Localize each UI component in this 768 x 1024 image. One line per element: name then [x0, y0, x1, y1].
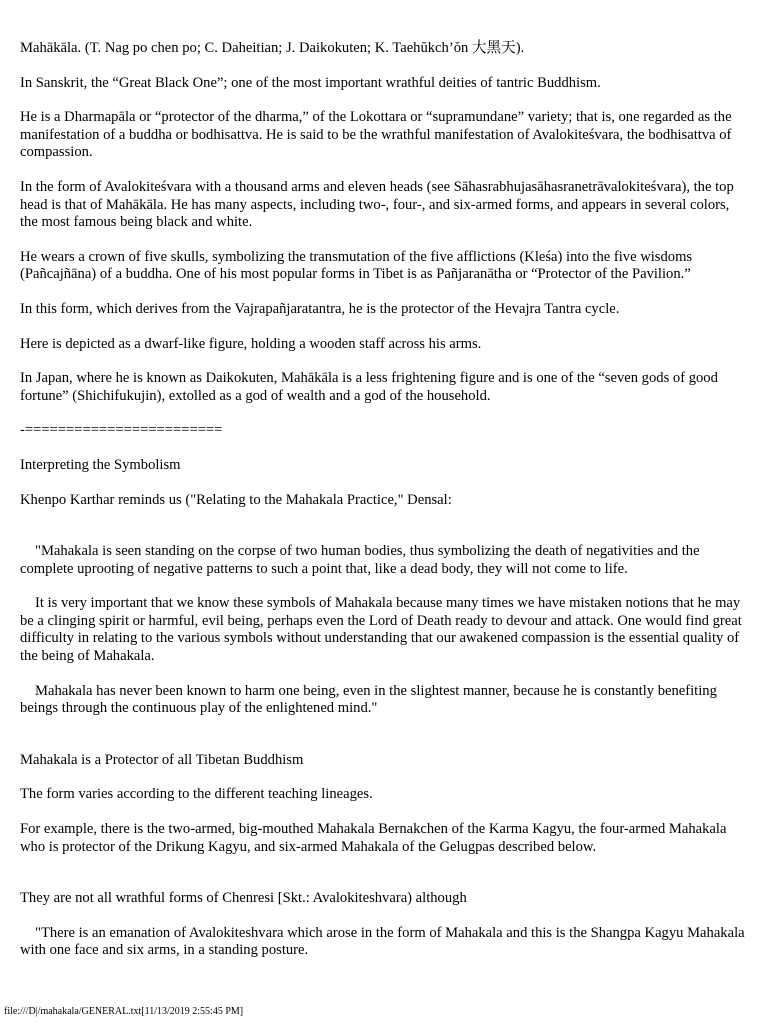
- paragraph-avalokitesvara-form: In the form of Avalokiteśvara with a thousand arms and eleven heads (see Sāhasrabhujasāhasranetrāvalokiteśvara), the top head is that of Mahākāla. He has many aspects, including two-, four-, and six-armed forms, and appears in several colors, the most famous being black and white.: [20, 178, 734, 231]
- separator-line: -========================: [20, 422, 223, 439]
- quote-paragraph-shangpa: "There is an emanation of Avalokiteshvara which arose in the form of Mahakala and this is the Shangpa Kagyu Mahakala with one face and six arms, in a standing posture.: [20, 924, 745, 959]
- entry-heading: Mahākāla. (T. Nag po chen po; C. Daheitian; J. Daikokuten; K. Taehŭkch’ŏn 大黑天).: [20, 40, 525, 56]
- paragraph-hevajra: In this form, which derives from the Vajrapañjaratantra, he is the protector of the Hevajra Tantra cycle.: [20, 300, 620, 317]
- paragraph-japan: In Japan, where he is known as Daikokuten, Mahākāla is a less frightening figure and is one of the “seven gods of good fortune” (Shichifukujin), extolled as a god of wealth and a god of the household.: [20, 370, 718, 404]
- file-path-footer: file:///D|/mahakala/GENERAL.txt[11/13/2019 2:55:45 PM]: [4, 1006, 244, 1017]
- paragraph-khenpo-karthar: Khenpo Karthar reminds us ("Relating to the Mahakala Practice," Densal:: [20, 491, 452, 508]
- paragraph-crown-of-skulls: He wears a crown of five skulls, symbolizing the transmutation of the five afflictions (Kleśa) into the five wisdoms (Pañcajñāna) of a buddha. One of his most popular forms in Tibet is as Pañjaranātha or “Protector of the Pavilion.”: [20, 248, 693, 283]
- paragraph-dwarf-figure: Here is depicted as a dwarf-like figure, holding a wooden staff across his arms.: [20, 335, 482, 352]
- quote-paragraph-corpse: "Mahakala is seen standing on the corpse of two human bodies, thus symbolizing the death of negativities and the complete uprooting of negative patterns to such a point that, like a dead body, they will not come to life.: [20, 543, 700, 577]
- section-heading-symbolism: Interpreting the Symbolism: [20, 456, 181, 473]
- paragraph-lineages: The form varies according to the different teaching lineages.: [20, 786, 373, 803]
- document-body: [20, 40, 748, 977]
- quote-paragraph-symbols: It is very important that we know these symbols of Mahakala because many times we have mistaken notions that he may be a clinging spirit or harmful, evil being, perhaps even the Lord of Death ready to devour and attack. One would find great difficulty in relating to the various symbols without understanding that our awakened compassion is the essential quality of the being of Mahakala.: [20, 595, 742, 665]
- section-heading-protector: Mahakala is a Protector of all Tibetan Buddhism: [20, 751, 304, 768]
- paragraph-dharmapala: He is a Dharmapāla or “protector of the dharma,” of the Lokottara or “supramundane” variety; that is, one regarded as the manifestation of a buddha or bodhisattva. He is said to be the wrathful manifestation of Avalokiteśvara, the bodhisattva of compassion.: [20, 109, 732, 161]
- paragraph-examples: For example, there is the two-armed, big-mouthed Mahakala Bernakchen of the Karma Kagyu, the four-armed Mahakala who is protector of the Drikung Kagyu, and six-armed Mahakala of the Gelugpas described below.: [20, 821, 727, 855]
- paragraph-chenresi: They are not all wrathful forms of Chenresi [Skt.: Avalokiteshvara) although: [20, 890, 467, 907]
- quote-paragraph-never-harm: Mahakala has never been known to harm one being, even in the slightest manner, because he is constantly benefiting beings through the continuous play of the enlightened mind.": [20, 682, 717, 717]
- paragraph-definition: In Sanskrit, the “Great Black One”; one of the most important wrathful deities of tantric Buddhism.: [20, 74, 601, 91]
